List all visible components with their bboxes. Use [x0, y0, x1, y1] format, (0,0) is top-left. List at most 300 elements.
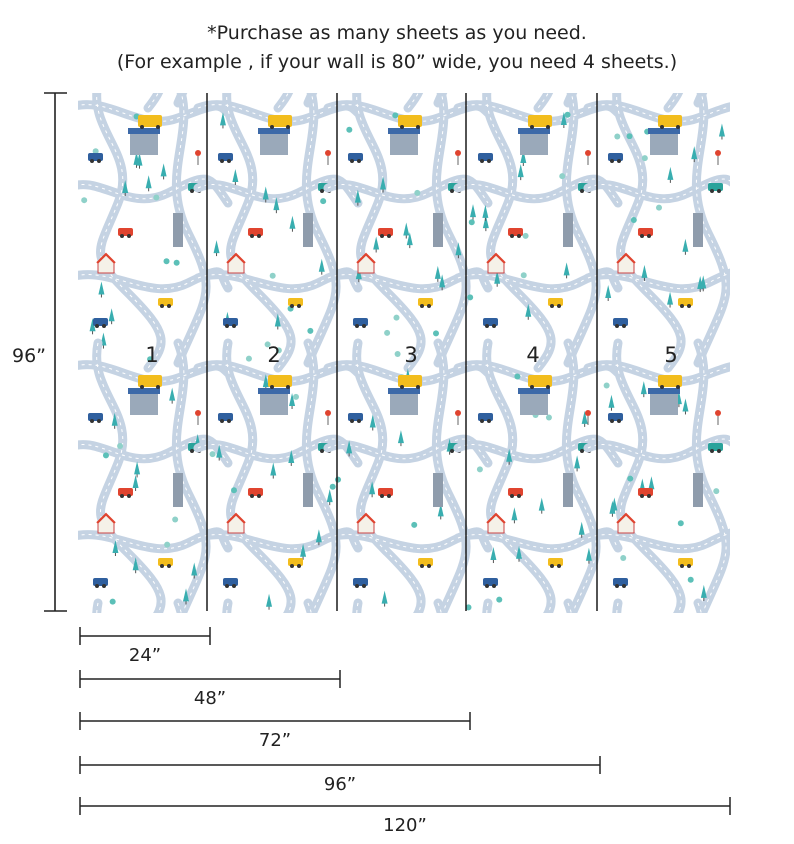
bush [424, 794, 430, 800]
wheel [615, 64, 619, 68]
tree [717, 617, 723, 630]
bush [581, 5, 587, 11]
bush [411, 81, 417, 87]
wheel [387, 234, 391, 238]
car [353, 578, 368, 586]
car [318, 703, 333, 711]
road-marking [68, 625, 228, 642]
building-roof [518, 388, 550, 394]
pattern-tile [588, 0, 748, 108]
wheel [640, 234, 644, 238]
pattern-tile [68, 603, 228, 844]
school-bus [658, 635, 682, 647]
house-roof [487, 0, 505, 3]
wheel [156, 385, 160, 389]
wheel [660, 645, 664, 649]
road-sign [325, 150, 331, 156]
bush [231, 487, 237, 493]
tower [563, 473, 573, 507]
wheel [580, 449, 584, 453]
house [488, 0, 504, 13]
wheel [610, 419, 614, 423]
width-label: 24” [128, 645, 162, 666]
car [613, 318, 628, 326]
bush [608, 665, 614, 671]
car [348, 413, 363, 421]
road [566, 603, 596, 844]
taxi [548, 38, 563, 46]
road [588, 699, 748, 723]
road-marking [68, 12, 228, 29]
bush [164, 258, 170, 264]
car [93, 578, 108, 586]
pattern-tile [328, 603, 488, 844]
wheel [710, 449, 714, 453]
wheel [220, 419, 224, 423]
bush [565, 112, 571, 118]
building-roof [388, 388, 420, 394]
taxi [678, 38, 693, 46]
tree [706, 0, 712, 9]
bush [161, 836, 167, 842]
road-sign [325, 410, 331, 416]
wheel [416, 385, 420, 389]
tree [355, 11, 361, 24]
house [358, 775, 374, 793]
road-marking [458, 12, 618, 29]
tree [446, 64, 452, 77]
wheel [617, 159, 621, 163]
road-marking [458, 699, 618, 723]
house [228, 775, 244, 793]
road [328, 699, 488, 723]
tree [89, 47, 95, 60]
taxi [678, 558, 693, 566]
tree [351, 689, 357, 702]
wheel [427, 824, 431, 828]
wheel [160, 564, 164, 568]
house-roof [97, 0, 115, 3]
wheel [546, 125, 550, 129]
bush [627, 133, 633, 139]
taxi [548, 298, 563, 306]
car [708, 703, 723, 711]
car [508, 488, 523, 496]
building [650, 133, 678, 155]
bush [351, 695, 357, 701]
wheel [156, 125, 160, 129]
bush [631, 217, 637, 223]
road-marking [176, 603, 206, 844]
road-marking [198, 12, 358, 29]
wheel [420, 564, 424, 568]
tower [563, 733, 573, 767]
bush [417, 706, 423, 712]
wheel [420, 304, 424, 308]
wheel [485, 324, 489, 328]
bush [514, 374, 520, 380]
wheel [517, 234, 521, 238]
tree [455, 826, 461, 839]
road [97, 0, 161, 108]
wheel [416, 125, 420, 129]
building [260, 393, 288, 415]
bush [697, 683, 703, 689]
car [638, 228, 653, 236]
wheel [127, 494, 131, 498]
house [98, 775, 114, 793]
wheel [290, 304, 294, 308]
bush [105, 826, 111, 832]
road-marking [357, 0, 421, 108]
wheel [167, 824, 171, 828]
building [650, 653, 678, 675]
road [328, 625, 488, 642]
bush [557, 790, 563, 796]
road [696, 0, 726, 103]
wheel [587, 709, 591, 713]
road-sign [195, 410, 201, 416]
wheel [676, 125, 680, 129]
wheel [362, 324, 366, 328]
road [198, 12, 358, 29]
bush [636, 70, 642, 76]
road-sign [585, 670, 591, 676]
wheel [257, 234, 261, 238]
wheel [102, 64, 106, 68]
building [520, 653, 548, 675]
road [588, 12, 748, 29]
road-sign [455, 410, 461, 416]
tree [268, 676, 274, 689]
sheet-number: 5 [664, 343, 678, 367]
wheel [480, 419, 484, 423]
road [176, 0, 206, 103]
taxi [158, 558, 173, 566]
road-marking [588, 699, 748, 723]
wheel [190, 709, 194, 713]
pattern-tile [198, 0, 358, 108]
tower [693, 473, 703, 507]
tree [392, 777, 398, 790]
height-label: 96” [11, 345, 47, 367]
wheel [660, 385, 664, 389]
car [378, 228, 393, 236]
road-marking [328, 12, 488, 29]
car [378, 488, 393, 496]
wheel [400, 645, 404, 649]
bush [86, 615, 92, 621]
car [353, 838, 368, 844]
car [118, 228, 133, 236]
building [390, 393, 418, 415]
bush [469, 757, 475, 763]
bush [206, 27, 212, 33]
wheel [457, 709, 461, 713]
bush [688, 577, 694, 583]
car [353, 58, 368, 66]
bush [335, 477, 341, 483]
car [448, 703, 463, 711]
car [218, 413, 233, 421]
tree [188, 679, 194, 692]
wheel [610, 679, 614, 683]
bush [411, 522, 417, 528]
road [487, 603, 551, 844]
bush [256, 618, 262, 624]
wheel [420, 44, 424, 48]
road [68, 625, 228, 642]
height-dimension [8, 93, 67, 611]
car [223, 838, 238, 844]
wheel [427, 564, 431, 568]
wheel [90, 159, 94, 163]
tower [303, 473, 313, 507]
road-sign [715, 410, 721, 416]
wheel [220, 159, 224, 163]
taxi [418, 38, 433, 46]
wheel [102, 584, 106, 588]
wheel [400, 385, 404, 389]
wheel [290, 44, 294, 48]
bush [320, 198, 326, 204]
wheel [250, 754, 254, 758]
wheel [610, 159, 614, 163]
tree [670, 21, 676, 34]
house [98, 0, 114, 13]
tree [687, 785, 693, 798]
taxi [548, 818, 563, 826]
road-marking [696, 0, 726, 103]
house [228, 0, 244, 13]
building-roof [388, 128, 420, 134]
bush [298, 0, 304, 2]
bush [97, 620, 103, 626]
wheel [232, 64, 236, 68]
wheel [687, 564, 691, 568]
wheel [717, 709, 721, 713]
school-bus [268, 635, 292, 647]
house-roof [617, 0, 635, 3]
bush [249, 72, 255, 78]
road-marking [617, 0, 681, 108]
tower [173, 473, 183, 507]
car [638, 748, 653, 756]
taxi [288, 558, 303, 566]
tree [546, 711, 552, 724]
wheel [120, 234, 124, 238]
road [198, 625, 358, 642]
road-sign [715, 670, 721, 676]
car [483, 58, 498, 66]
house [358, 0, 374, 13]
building-roof [518, 648, 550, 654]
pattern-tile [458, 603, 618, 844]
wheel [517, 494, 521, 498]
road-marking [328, 625, 488, 642]
wheel [95, 324, 99, 328]
bush [215, 59, 221, 65]
road [696, 603, 726, 844]
bush [433, 330, 439, 336]
wheel [362, 64, 366, 68]
wheel [95, 64, 99, 68]
tree [499, 789, 505, 802]
taxi [678, 298, 693, 306]
road-marking [487, 0, 551, 108]
wheel [676, 385, 680, 389]
building-roof [648, 388, 680, 394]
wheel [227, 159, 231, 163]
bush [293, 394, 299, 400]
wheel [297, 564, 301, 568]
wheel [580, 189, 584, 193]
tree [442, 796, 448, 809]
road [227, 0, 291, 108]
taxi [548, 558, 563, 566]
wheel [120, 754, 124, 758]
wheel [286, 385, 290, 389]
building [520, 393, 548, 415]
building-roof [258, 648, 290, 654]
road [617, 0, 681, 108]
wheel [190, 189, 194, 193]
car [218, 673, 233, 681]
house-roof [617, 774, 635, 783]
wheel [225, 324, 229, 328]
taxi [678, 818, 693, 826]
road-sign [195, 670, 201, 676]
wheel [297, 304, 301, 308]
wheel [615, 324, 619, 328]
tree [643, 774, 649, 787]
road-sign [455, 150, 461, 156]
house-roof [357, 774, 375, 783]
tree [114, 24, 120, 37]
bush [477, 739, 483, 745]
bush [511, 22, 517, 28]
wheel [120, 494, 124, 498]
tree [342, 690, 348, 703]
wheel [90, 419, 94, 423]
car [248, 228, 263, 236]
wheel [160, 824, 164, 828]
tree [571, 639, 577, 652]
wheel [717, 189, 721, 193]
car [608, 413, 623, 421]
building [650, 393, 678, 415]
tree [150, 722, 156, 735]
bush [496, 597, 502, 603]
wheel [232, 324, 236, 328]
bush [521, 272, 527, 278]
bush [81, 197, 87, 203]
road [458, 625, 618, 642]
sheet-number: 3 [404, 343, 418, 367]
bush [346, 127, 352, 133]
bush [264, 754, 270, 760]
car [483, 318, 498, 326]
bush [153, 194, 159, 200]
road-marking [696, 603, 726, 844]
wheel [290, 564, 294, 568]
wheel [286, 645, 290, 649]
road-marking [97, 603, 161, 844]
wheel [492, 584, 496, 588]
tower [433, 733, 443, 767]
bush [197, 82, 203, 88]
wheel [615, 584, 619, 588]
wheel [357, 679, 361, 683]
car [223, 318, 238, 326]
wheel [557, 564, 561, 568]
tree [95, 806, 101, 819]
bush [546, 414, 552, 420]
wheel [530, 385, 534, 389]
taxi [418, 558, 433, 566]
car [508, 228, 523, 236]
tree [81, 702, 87, 715]
taxi [418, 298, 433, 306]
car [348, 153, 363, 161]
road-sign [455, 670, 461, 676]
building-roof [258, 388, 290, 394]
car [613, 838, 628, 844]
building [260, 133, 288, 155]
wheel [362, 584, 366, 588]
wheel [232, 584, 236, 588]
car [638, 488, 653, 496]
road-marking [487, 603, 551, 844]
bush [627, 476, 633, 482]
wheel [350, 159, 354, 163]
wheel [250, 494, 254, 498]
wheel [647, 754, 651, 758]
road [458, 12, 618, 29]
wheel [350, 419, 354, 423]
road-sign [715, 150, 721, 156]
wheel [580, 709, 584, 713]
bush [246, 356, 252, 362]
tree [83, 653, 89, 666]
tree [632, 630, 638, 643]
road-marking [97, 0, 161, 108]
road-marking [566, 603, 596, 844]
building-roof [648, 128, 680, 134]
bush [103, 452, 109, 458]
building [130, 133, 158, 155]
road-marking [617, 603, 681, 844]
bush [330, 484, 336, 490]
wheel [647, 234, 651, 238]
building-roof [648, 648, 680, 654]
wheel [290, 824, 294, 828]
tree [310, 659, 316, 672]
road [306, 603, 336, 844]
building [260, 653, 288, 675]
wheel [95, 584, 99, 588]
wheel [320, 189, 324, 193]
bush [700, 819, 706, 825]
wheel [167, 304, 171, 308]
tree [360, 617, 366, 630]
wheel [190, 449, 194, 453]
wheel [617, 679, 621, 683]
wheel [492, 324, 496, 328]
wheel [297, 824, 301, 828]
wheel [270, 385, 274, 389]
taxi [288, 818, 303, 826]
